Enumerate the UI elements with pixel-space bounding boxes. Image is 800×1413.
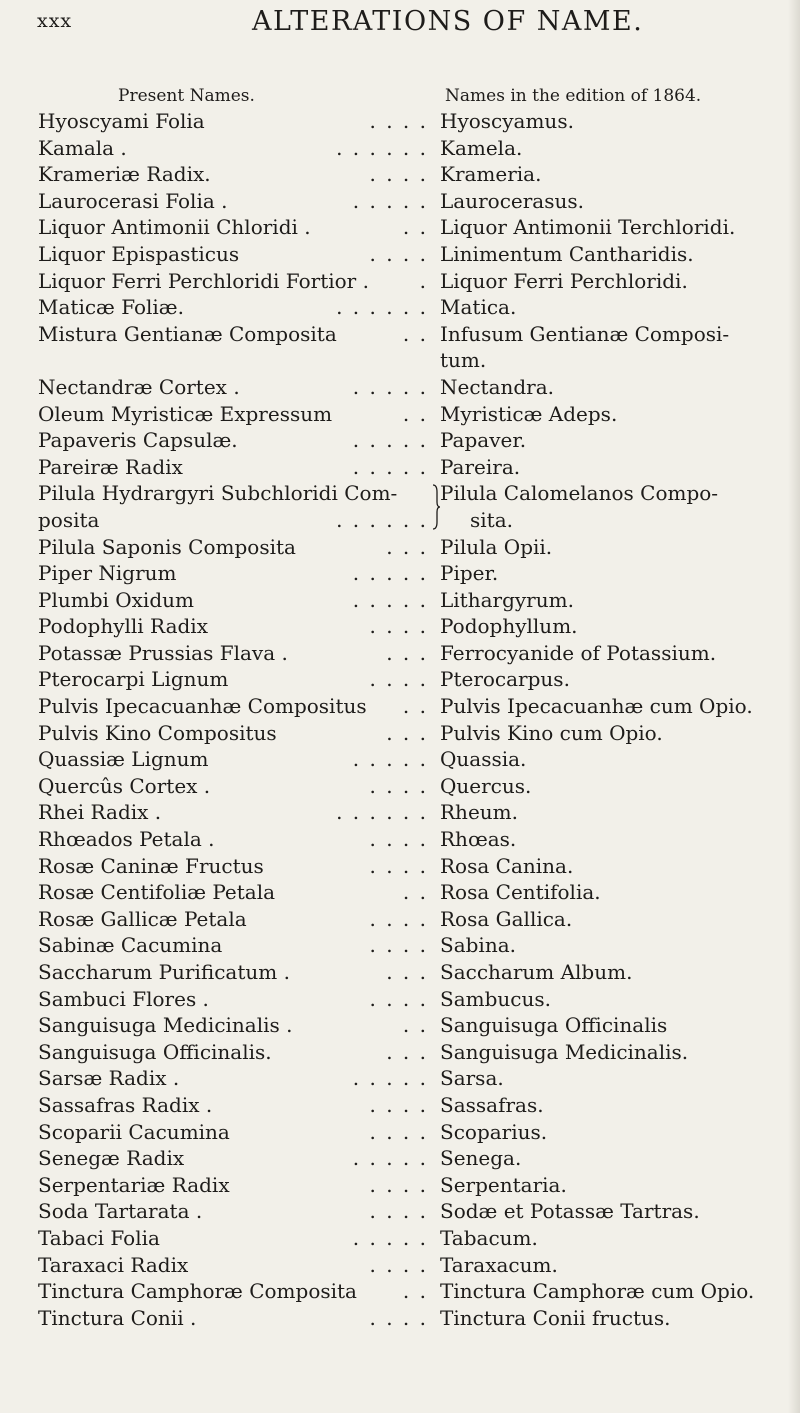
old-name: Pulvis Kino cum Opio.: [440, 720, 663, 745]
leader-dots: . . . . . .: [336, 800, 428, 825]
present-name: Maticæ Foliæ.: [38, 295, 184, 320]
table-row: [0, 188, 800, 215]
table-row: [0, 613, 800, 640]
old-name: Pareira.: [440, 454, 521, 479]
page-edge-shadow: [788, 0, 800, 1413]
present-name: Kamala .: [38, 135, 127, 160]
table-row: [0, 906, 800, 933]
table-row: [0, 1065, 800, 1092]
old-name: Infusum Gentianæ Composi-: [440, 321, 730, 346]
leader-dots: .: [419, 268, 428, 293]
table-row: [0, 1305, 800, 1332]
old-name: Scoparius.: [440, 1119, 548, 1144]
present-name: Tabaci Folia: [38, 1225, 160, 1250]
old-name: Sassafras.: [440, 1092, 544, 1117]
present-name: Piper Nigrum: [38, 561, 177, 586]
old-name: Krameria.: [440, 162, 542, 187]
table-row: [0, 214, 800, 241]
leader-dots: . . .: [386, 960, 428, 984]
present-name: Nectandræ Cortex .: [38, 374, 240, 399]
present-name: Soda Tartarata .: [38, 1199, 203, 1224]
present-name: Sambuci Flores .: [38, 986, 209, 1011]
leader-dots: . . . .: [369, 614, 428, 639]
old-name: Nectandra.: [440, 374, 555, 399]
leader-dots: . . . . .: [352, 587, 428, 612]
present-name: Pareiræ Radix: [38, 454, 183, 479]
leader-dots: . . . . .: [352, 454, 428, 479]
leader-dots: . .: [402, 880, 428, 905]
present-name: Rosæ Centifoliæ Petala: [38, 880, 276, 905]
old-name: Pulvis Ipecacuanhæ cum Opio.: [440, 694, 753, 719]
page-number: xxx: [37, 10, 73, 32]
present-name: Laurocerasi Folia .: [38, 188, 228, 213]
table-row: [0, 1119, 800, 1146]
table-row: [0, 1278, 800, 1305]
leader-dots: . . . . .: [352, 561, 428, 586]
leader-dots: . . . .: [369, 1305, 428, 1330]
old-name: Rosa Gallica.: [440, 906, 573, 931]
table-row: [0, 1252, 800, 1279]
old-name: Quercus.: [440, 773, 532, 798]
present-name: Potassæ Prussias Flava .: [38, 640, 288, 665]
leader-dots: . . . . .: [352, 1146, 428, 1171]
table-row: [0, 1039, 800, 1066]
table-row: [0, 799, 800, 826]
old-name: Tinctura Camphoræ cum Opio.: [440, 1279, 755, 1304]
leader-dots: . .: [402, 215, 428, 240]
table-row: [0, 427, 800, 454]
present-name: Sabinæ Cacumina: [38, 933, 223, 958]
old-name: Tabacum.: [440, 1225, 538, 1250]
table-row: [0, 534, 800, 561]
present-name: Podophylli Radix: [38, 614, 208, 639]
leader-dots: . .: [402, 401, 428, 426]
old-name: Pterocarpus.: [440, 667, 570, 692]
present-name: Sarsæ Radix .: [38, 1066, 180, 1091]
present-name: Scoparii Cacumina: [38, 1119, 230, 1144]
present-name: Pterocarpi Lignum: [38, 667, 229, 692]
present-name: Krameriæ Radix.: [38, 162, 211, 187]
leader-dots: . . . .: [369, 1199, 428, 1224]
table-row: [0, 560, 800, 587]
old-name: Myristicæ Adeps.: [440, 401, 618, 426]
leader-dots: . . . . .: [352, 1066, 428, 1091]
table-row: [0, 401, 800, 428]
leader-dots: . . . .: [369, 933, 428, 958]
table-row: [0, 321, 800, 374]
old-name: Papaver.: [440, 428, 527, 453]
leader-dots: . . . . . .: [336, 295, 428, 320]
running-head: [0, 6, 800, 50]
table-row: [0, 294, 800, 321]
present-name: Serpentariæ Radix: [38, 1172, 230, 1197]
present-name: Mistura Gentianæ Composita: [38, 321, 337, 346]
table-row: [0, 161, 800, 188]
present-name: Pilula Hydrargyri Subchloridi Com-: [38, 481, 398, 506]
table-row: [0, 454, 800, 481]
column-header-present-names: Present Names.: [118, 86, 255, 106]
table-row: [0, 587, 800, 614]
leader-dots: . . . . .: [352, 374, 428, 399]
leader-dots: . . . . . .: [336, 135, 428, 160]
leader-dots: . . . .: [369, 241, 428, 266]
leader-dots: . . . .: [369, 827, 428, 852]
old-name: Sanguisuga Medicinalis.: [440, 1039, 689, 1064]
table-row: [0, 959, 800, 986]
old-name: Tinctura Conii fructus.: [440, 1305, 671, 1330]
leader-dots: . . . .: [369, 162, 428, 187]
present-name: Liquor Ferri Perchloridi Fortior .: [38, 268, 369, 293]
present-name: Sanguisuga Medicinalis .: [38, 1013, 293, 1038]
present-name: Hyoscyami Folia: [38, 109, 205, 133]
old-name: Rosa Centifolia.: [440, 880, 601, 905]
leader-dots: . . . .: [369, 986, 428, 1011]
leader-dots: . . .: [386, 720, 428, 745]
table-row: [0, 1172, 800, 1199]
table-row: [0, 268, 800, 295]
old-name: Sabina.: [440, 933, 516, 958]
present-name: Sanguisuga Officinalis.: [38, 1039, 272, 1064]
old-name-continued: tum.: [440, 348, 487, 373]
leader-dots: . . .: [386, 534, 428, 559]
old-name: Lithargyrum.: [440, 587, 574, 612]
leader-dots: . . . . .: [352, 428, 428, 453]
table-row: [0, 720, 800, 747]
present-name: Sassafras Radix .: [38, 1092, 213, 1117]
table-row: [0, 374, 800, 401]
leader-dots: . . . .: [369, 1092, 428, 1117]
table-row: [0, 1145, 800, 1172]
table-row: [0, 773, 800, 800]
old-name: Pilula Opii.: [440, 534, 553, 559]
old-name: Rhœas.: [440, 827, 517, 852]
old-name: Quassia.: [440, 747, 527, 772]
present-name: Rhœados Petala .: [38, 827, 215, 852]
table-row: [0, 879, 800, 906]
old-name: Sanguisuga Officinalis: [440, 1013, 668, 1038]
leader-dots: . .: [402, 694, 428, 719]
old-name: Liquor Antimonii Terchloridi.: [440, 215, 736, 240]
old-name: Sarsa.: [440, 1066, 504, 1091]
present-name: Rosæ Caninæ Fructus: [38, 853, 264, 878]
leader-dots: . .: [402, 1279, 428, 1304]
present-name: Saccharum Purificatum .: [38, 960, 290, 984]
leader-dots: . . . . .: [352, 747, 428, 772]
present-name: Quercûs Cortex .: [38, 773, 211, 798]
present-name: Rhei Radix .: [38, 800, 162, 825]
table-row: [0, 826, 800, 853]
present-name: Quassiæ Lignum: [38, 747, 209, 772]
old-name: Piper.: [440, 561, 499, 586]
present-name: Pilula Saponis Composita: [38, 534, 296, 559]
old-name: Serpentaria.: [440, 1172, 567, 1197]
present-name: Pulvis Ipecacuanhæ Compositus: [38, 694, 367, 719]
old-name: Hyoscyamus.: [440, 109, 574, 133]
old-name-continued: sita.: [470, 507, 513, 532]
table-row: [0, 986, 800, 1013]
old-name: Ferrocyanide of Potassium.: [440, 640, 717, 665]
table-row: [0, 135, 800, 162]
table-row: [0, 746, 800, 773]
old-name: Sodæ et Potassæ Tartras.: [440, 1199, 700, 1224]
present-name: Papaveris Capsulæ.: [38, 428, 238, 453]
old-name: Kamela.: [440, 135, 523, 160]
leader-dots: . .: [402, 321, 428, 346]
old-name: Linimentum Cantharidis.: [440, 241, 694, 266]
leader-dots: . . . .: [369, 1119, 428, 1144]
table-row: [0, 932, 800, 959]
leader-dots: . . .: [386, 640, 428, 665]
present-name: Pulvis Kino Compositus: [38, 720, 277, 745]
present-name: Tinctura Camphoræ Composita: [38, 1279, 357, 1304]
leader-dots: . . .: [386, 1039, 428, 1064]
leader-dots: . .: [402, 1013, 428, 1038]
old-name: Sambucus.: [440, 986, 551, 1011]
present-name: Oleum Myristicæ Expressum: [38, 401, 333, 426]
table-row: [0, 1092, 800, 1119]
present-name-continued: posita: [38, 507, 100, 532]
leader-dots: . . . .: [369, 773, 428, 798]
table-row: [0, 108, 800, 135]
present-name: Senegæ Radix: [38, 1146, 185, 1171]
old-name: Taraxacum.: [440, 1252, 558, 1277]
old-name: Laurocerasus.: [440, 188, 584, 213]
leader-dots: . . . .: [369, 1172, 428, 1197]
page-title: ALTERATIONS OF NAME.: [252, 6, 644, 37]
table-row: [0, 666, 800, 693]
table-row: [0, 1225, 800, 1252]
table-row: [0, 1012, 800, 1039]
present-name: Plumbi Oxidum: [38, 587, 194, 612]
old-name: Liquor Ferri Perchloridi.: [440, 268, 688, 293]
old-name: Rosa Canina.: [440, 853, 574, 878]
leader-dots: . . . . .: [352, 188, 428, 213]
leader-dots: . . . . .: [352, 1225, 428, 1250]
leader-dots: . . . .: [369, 667, 428, 692]
old-name: Rheum.: [440, 800, 518, 825]
leader-dots: . . . .: [369, 853, 428, 878]
column-header-old-names: Names in the edition of 1864.: [445, 86, 702, 106]
leader-dots: . . . . . .: [336, 507, 428, 532]
table-row: [0, 640, 800, 667]
old-name: Saccharum Album.: [440, 960, 633, 984]
names-table: [0, 108, 800, 1331]
old-name: Matica.: [440, 295, 517, 320]
old-name: Pilula Calomelanos Compo-: [440, 481, 719, 506]
old-name: Podophyllum.: [440, 614, 578, 639]
table-row: [0, 1198, 800, 1225]
brace-icon: [432, 484, 440, 530]
leader-dots: . . . .: [369, 109, 428, 133]
present-name: Rosæ Gallicæ Petala: [38, 906, 247, 931]
table-row: [0, 480, 800, 533]
table-row: [0, 853, 800, 880]
table-row: [0, 693, 800, 720]
old-name: Senega.: [440, 1146, 522, 1171]
present-name: Tinctura Conii .: [38, 1305, 197, 1330]
present-name: Liquor Antimonii Chloridi .: [38, 215, 311, 240]
table-row: [0, 241, 800, 268]
leader-dots: . . . .: [369, 906, 428, 931]
leader-dots: . . . .: [369, 1252, 428, 1277]
present-name: Liquor Epispasticus: [38, 241, 240, 266]
present-name: Taraxaci Radix: [38, 1252, 189, 1277]
